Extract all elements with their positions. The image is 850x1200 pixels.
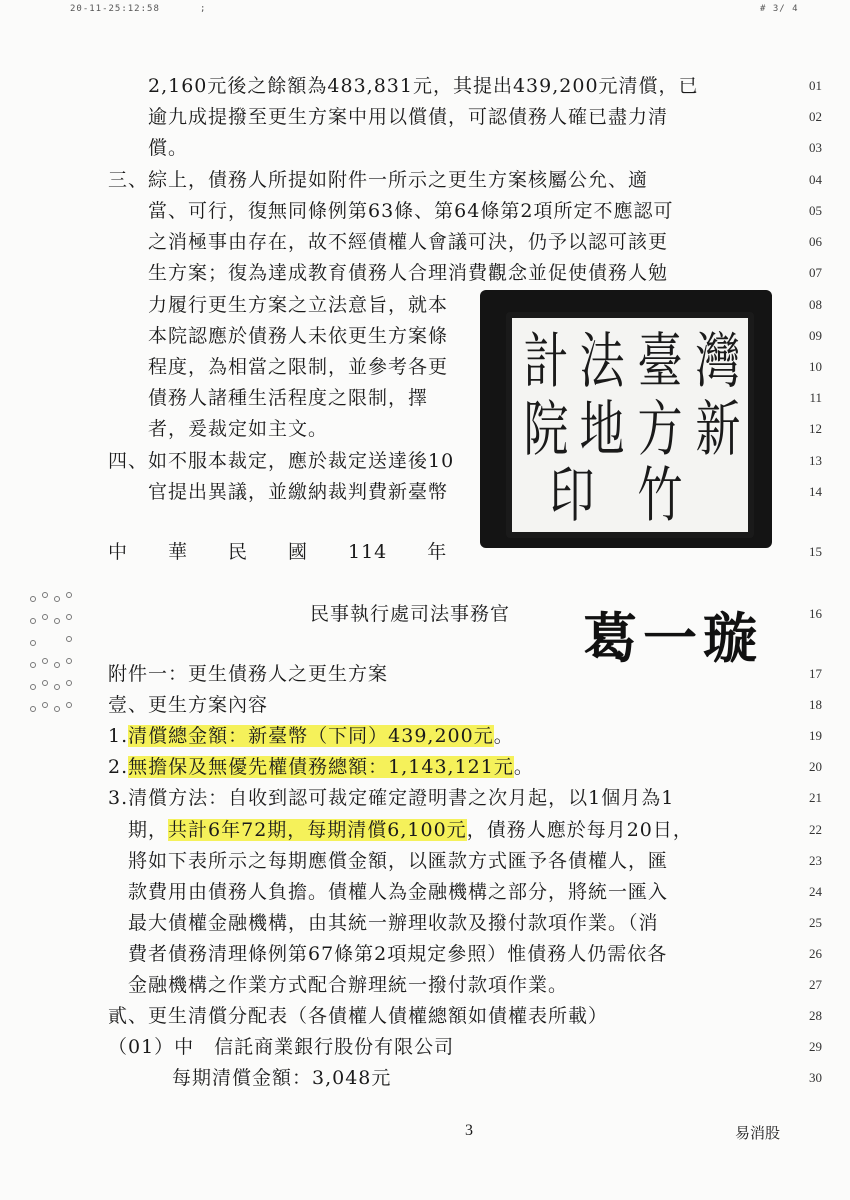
text-line: 金融機構之作業方式配合辦理統一撥付款項作業。 bbox=[128, 974, 569, 996]
line-text: 1. bbox=[108, 725, 129, 747]
text-line: 官提出異議，並繳納裁判費新臺幣 bbox=[148, 481, 449, 503]
text-line bbox=[108, 755, 534, 779]
line-number: 28 bbox=[809, 1008, 822, 1023]
text-line: 款費用由債務人負擔。債權人為金融機構之部分，將統一匯入 bbox=[128, 881, 669, 903]
highlighted-text: 清償總金額：新臺幣（下同）439,200元 bbox=[128, 725, 494, 747]
text-line bbox=[128, 818, 693, 842]
line-number: 04 bbox=[809, 172, 822, 187]
line-number: 13 bbox=[809, 453, 822, 468]
seal-inner-frame: 計 法 臺 灣 院 地 方 新 印 竹 bbox=[506, 312, 754, 538]
text-line: 費者債務清理條例第67條第2項規定參照）惟債務人仍需依各 bbox=[128, 943, 668, 965]
text-line: 將如下表所示之每期應償金額，以匯款方式匯予各債權人，匯 bbox=[128, 850, 669, 872]
line-text: 。 bbox=[513, 756, 534, 778]
text-line: 生方案；復為達成教育債務人合理消費觀念並促使債務人勉 bbox=[148, 262, 669, 284]
line-text: 。 bbox=[493, 725, 514, 747]
binding-holes bbox=[28, 588, 78, 723]
line-number: 15 bbox=[809, 544, 822, 559]
text-line: 四、如不服本裁定，應於裁定送達後10 bbox=[108, 450, 455, 472]
text-line: 債務人諸種生活程度之限制，擇 bbox=[148, 387, 429, 409]
line-number: 24 bbox=[809, 884, 822, 899]
line-number: 16 bbox=[809, 606, 822, 621]
fax-page-count: # 3/ 4 bbox=[760, 4, 799, 14]
text-line: 最大債權金融機構，由其統一辦理收款及撥付款項作業。（消 bbox=[128, 912, 659, 934]
line-number: 30 bbox=[809, 1070, 822, 1085]
fax-timestamp: 20-11-25:12:58 bbox=[70, 4, 160, 14]
line-text: 期， bbox=[128, 819, 169, 841]
line-number: 12 bbox=[809, 421, 822, 436]
text-line: 壹、更生方案內容 bbox=[108, 694, 269, 716]
highlighted-text: 無擔保及無優先權債務總額：1,143,121元 bbox=[128, 756, 514, 778]
line-number: 01 bbox=[809, 78, 822, 93]
handwritten-signature: 葛一璇 bbox=[583, 606, 763, 670]
line-number: 22 bbox=[809, 822, 822, 837]
line-number: 03 bbox=[809, 140, 822, 155]
text-line: 本院認應於債務人未依更生方案條 bbox=[148, 325, 449, 347]
line-number: 18 bbox=[809, 697, 822, 712]
line-number: 27 bbox=[809, 977, 822, 992]
text-line: 民事執行處司法事務官 bbox=[310, 603, 511, 625]
text-line: 者，爰裁定如主文。 bbox=[148, 418, 329, 440]
text-line: 3.清償方法：自收到認可裁定確定證明書之次月起，以1個月為1 bbox=[108, 787, 675, 809]
line-number: 10 bbox=[809, 359, 822, 374]
text-line: 附件一：更生債務人之更生方案 bbox=[108, 663, 389, 685]
line-number: 21 bbox=[809, 790, 822, 805]
text-line: 當、可行，復無同條例第63條、第64條第2項所定不應認可 bbox=[148, 200, 674, 222]
line-number: 25 bbox=[809, 915, 822, 930]
line-number: 20 bbox=[809, 759, 822, 774]
line-number: 14 bbox=[809, 484, 822, 499]
line-number: 23 bbox=[809, 853, 822, 868]
line-text: ，債務人應於每月20日， bbox=[466, 819, 693, 841]
text-line: 三、綜上，債務人所提如附件一所示之更生方案核屬公允、適 bbox=[108, 169, 649, 191]
text-line: 程度，為相當之限制，並參考各更 bbox=[148, 356, 449, 378]
text-line: 償。 bbox=[148, 137, 189, 159]
line-number: 19 bbox=[809, 728, 822, 743]
text-line bbox=[108, 724, 514, 748]
highlighted-text: 共計6年72期，每期清償6,100元 bbox=[168, 819, 467, 841]
line-number: 09 bbox=[809, 328, 822, 343]
text-line: 貳、更生清償分配表（各債權人債權總額如債權表所載） bbox=[108, 1005, 609, 1027]
text-line: 之消極事由存在，故不經債權人會議可決，仍予以認可該更 bbox=[148, 231, 669, 253]
line-number: 08 bbox=[809, 297, 822, 312]
line-number: 26 bbox=[809, 946, 822, 961]
fax-separator: ; bbox=[200, 4, 207, 14]
line-number: 17 bbox=[809, 666, 822, 681]
line-number: 29 bbox=[809, 1039, 822, 1054]
text-line: 逾九成提撥至更生方案中用以償債，可認債務人確已盡力清 bbox=[148, 106, 669, 128]
line-number: 02 bbox=[809, 109, 822, 124]
text-line: 2,160元後之餘額為483,831元，其提出439,200元清償，已 bbox=[148, 75, 699, 97]
line-number: 06 bbox=[809, 234, 822, 249]
line-number: 07 bbox=[809, 265, 822, 280]
page-number: 3 bbox=[465, 1122, 473, 1139]
text-line: 力履行更生方案之立法意旨，就本 bbox=[148, 294, 449, 316]
text-line: 每期清償金額：3,048元 bbox=[172, 1067, 392, 1089]
line-text: 2. bbox=[108, 756, 129, 778]
text-line: （01）中 信託商業銀行股份有限公司 bbox=[108, 1036, 455, 1058]
official-seal-stamp bbox=[480, 290, 772, 548]
line-number: 11 bbox=[809, 390, 822, 405]
clerk-section-mark: 易消股 bbox=[735, 1124, 781, 1142]
text-line: 中 華 民 國 114 年 bbox=[108, 541, 448, 563]
line-number: 05 bbox=[809, 203, 822, 218]
